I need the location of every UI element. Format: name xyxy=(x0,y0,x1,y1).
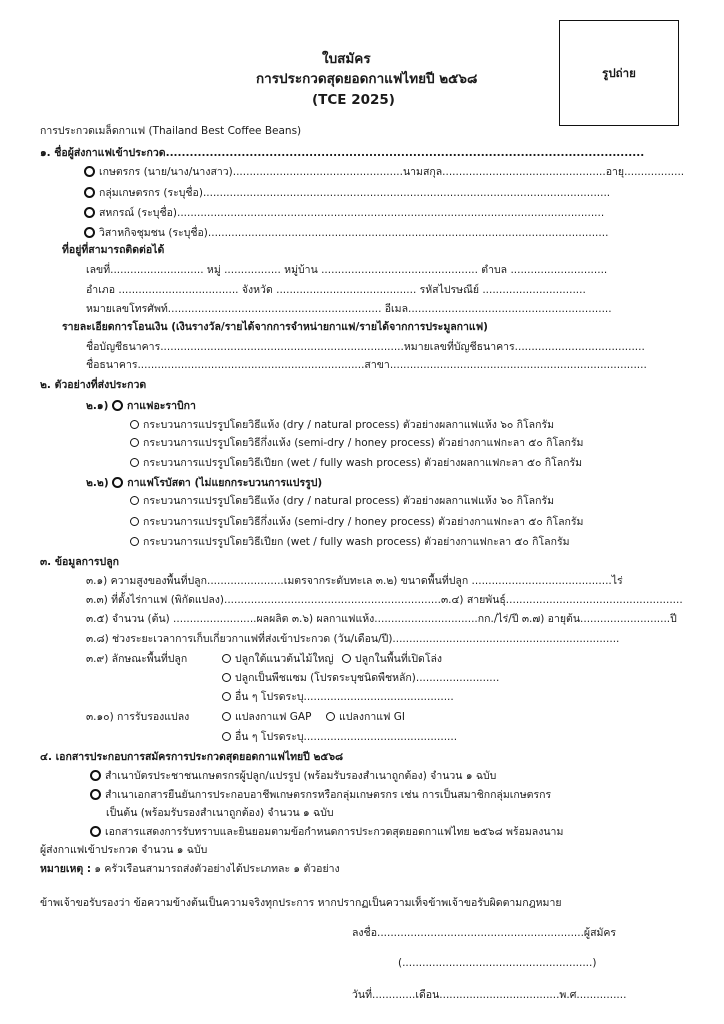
checkbox-icon[interactable] xyxy=(90,789,101,800)
arabica-process-honey[interactable]: กระบวนการแปรรูปโดยวิธีกึ่งแห้ง (semi-dry / honey process) ตัวอย่างกาแฟกะลา ๕๐ กิโลกรัม xyxy=(130,436,583,450)
address-line-2[interactable]: อำเภอ .................................... จังหวัด .......................................... รหัสไปรษณีย์ ............................... xyxy=(86,284,586,296)
farmer-option[interactable]: เกษตรกร (นาย/นาง/นางสาว)...................................................นามสกุล.................................................อายุ.................. xyxy=(84,165,684,179)
robusta-process-dry[interactable]: กระบวนการแปรรูปโดยวิธีแห้ง (dry / natural process) ตัวอย่างผลกาแฟแห้ง ๖๐ กิโลกรัม xyxy=(130,494,554,508)
radio-icon[interactable] xyxy=(222,654,231,663)
gi-option[interactable]: แปลงกาแฟ GI xyxy=(326,710,405,724)
doc-occupation[interactable]: สำเนาเอกสารยืนยันการประกอบอาชีพเกษตรกรหรือกลุ่มเกษตรกร เช่น การเป็นสมาชิกกลุ่มเกษตรกร xyxy=(90,788,551,802)
radio-icon[interactable] xyxy=(130,458,139,467)
arabica-option[interactable]: ๒.๑) กาแฟอะราบิกา xyxy=(86,400,196,412)
radio-icon[interactable] xyxy=(130,496,139,505)
radio-icon[interactable] xyxy=(130,537,139,546)
radio-icon[interactable] xyxy=(130,420,139,429)
radio-icon[interactable] xyxy=(112,477,123,488)
doc-consent[interactable]: เอกสารแสดงการรับทราบและยินยอมตามข้อกำหนดการประกวดสุดยอดกาแฟไทย ๒๕๖๘ พร้อมลงนาม xyxy=(90,825,563,839)
signature-date-line[interactable]: วันที่.............เดือน....................................พ.ศ............... xyxy=(352,989,627,1001)
bank-line-1[interactable]: ชื่อบัญชีธนาคาร.........................................................................หมายเลขที่บัญชีธนาคาร....................................... xyxy=(86,341,645,353)
photo-box[interactable] xyxy=(559,20,679,126)
s2-heading: ๒. ตัวอย่างที่ส่งประกวด xyxy=(40,379,147,391)
group-option[interactable]: กลุ่มเกษตรกร (ระบุชื่อ).......................................................................................................................... xyxy=(84,186,610,200)
s1-heading: ๑. ชื่อผู้ส่งกาแฟเข้าประกวด........................................................................................................................ xyxy=(40,147,645,159)
declaration: ข้าพเจ้าขอรับรองว่า ข้อความข้างต้นเป็นความจริงทุกประการ หากปรากฏเป็นความเท็จข้าพเจ้าขอรับผิดตามกฎหมาย xyxy=(40,897,562,909)
radio-icon[interactable] xyxy=(222,673,231,682)
signature-name-line[interactable]: (.........................................................) xyxy=(398,957,597,969)
radio-icon[interactable] xyxy=(222,732,231,741)
radio-icon[interactable] xyxy=(84,227,95,238)
form-title: ใบสมัคร xyxy=(322,51,371,67)
bank-heading: รายละเอียดการโอนเงิน (เงินรางวัล/รายได้จากการจำหน่ายกาแฟ/รายได้จากการประมูลกาแฟ) xyxy=(62,321,488,333)
radio-icon[interactable] xyxy=(130,517,139,526)
open-field-option[interactable]: ปลูกในพื้นที่เปิดโล่ง xyxy=(342,652,442,666)
note: หมายเหตุ : ๑ ครัวเรือนสามารถส่งตัวอย่างได้ประเภทละ ๑ ตัวอย่าง xyxy=(40,863,340,875)
radio-icon[interactable] xyxy=(84,187,95,198)
contact-line[interactable]: หมายเลขโทรศัพท์................................................................ อีเมล............................................................. xyxy=(86,303,612,315)
radio-icon[interactable] xyxy=(112,400,123,411)
arabica-process-wet[interactable]: กระบวนการแปรรูปโดยวิธีเปียก (wet / fully wash process) ตัวอย่างผลกาแฟกะลา ๕๐ กิโลกรัม xyxy=(130,456,582,470)
robusta-option[interactable]: ๒.๒) กาแฟโรบัสตา (ไม่แยกกระบวนการแปรรูป) xyxy=(86,477,323,489)
radio-icon[interactable] xyxy=(342,654,351,663)
checkbox-icon[interactable] xyxy=(90,826,101,837)
enterprise-option[interactable]: วิสาหกิจชุมชน (ระบุชื่อ)........................................................................................................................ xyxy=(84,226,608,240)
s3-heading: ๓. ข้อมูลการปลูก xyxy=(40,556,120,568)
address-heading: ที่อยู่ที่สามารถติดต่อได้ xyxy=(62,244,165,256)
radio-icon[interactable] xyxy=(222,712,231,721)
location-line[interactable]: ๓.๓) ที่ตั้งไร่กาแฟ (พิกัดแปลง).................................................................๓.๔) สายพันธุ์..................................................... xyxy=(86,594,683,606)
address-line-1[interactable]: เลขที่............................ หมู่ ................. หมู่บ้าน ............................................... ตำบล ............................. xyxy=(86,264,608,276)
altitude-line[interactable]: ๓.๑) ความสูงของพื้นที่ปลูก.......................เมตรจากระดับทะเล ๓.๒) ขนาดพื้นที่ปลูก ..........................................ไร่ xyxy=(86,575,623,587)
other-area-option[interactable]: อื่น ๆ โปรดระบุ............................................. xyxy=(222,690,454,704)
s4-heading: ๔. เอกสารประกอบการสมัครการประกวดสุดยอดกาแฟไทยปี ๒๕๖๘ xyxy=(40,751,344,763)
category-heading: การประกวดเมล็ดกาแฟ (Thailand Best Coffee Beans) xyxy=(40,125,302,137)
checkbox-icon[interactable] xyxy=(90,770,101,781)
doc-occupation-cont: เป็นต้น (พร้อมรับรองสำเนาถูกต้อง) จำนวน ๑ ฉบับ xyxy=(106,807,334,819)
doc-id-card[interactable]: สำเนาบัตรประชาชนเกษตรกรผู้ปลูก/แปรรูป (พร้อมรับรองสำเนาถูกต้อง) จำนวน ๑ ฉบับ xyxy=(90,769,496,783)
arabica-process-dry[interactable]: กระบวนการแปรรูปโดยวิธีแห้ง (dry / natural process) ตัวอย่างผลกาแฟแห้ง ๖๐ กิโลกรัม xyxy=(130,418,554,432)
planting-area-label: ๓.๙) ลักษณะพื้นที่ปลูก xyxy=(86,653,188,665)
radio-icon[interactable] xyxy=(84,207,95,218)
bank-line-2[interactable]: ชื่อธนาคาร....................................................................สาขา............................................................................. xyxy=(86,359,647,371)
signature-line[interactable]: ลงชื่อ..............................................................ผู้สมัคร xyxy=(352,927,617,939)
yield-line[interactable]: ๓.๕) จำนวน (ต้น) .........................ผลผลิต ๓.๖) ผลกาแฟแห้ง...............................กก./ไร่/ปี ๓.๗) อายุต้น...........................ปี xyxy=(86,613,677,625)
radio-icon[interactable] xyxy=(222,692,231,701)
harvest-line[interactable]: ๓.๘) ช่วงระยะเวลาการเก็บเกี่ยวกาแฟที่ส่งเข้าประกวด (วัน/เดือน/ปี).................................................................... xyxy=(86,633,620,645)
coop-option[interactable]: สหกรณ์ (ระบุชื่อ)................................................................................................................................ xyxy=(84,206,604,220)
shade-option[interactable]: ปลูกใต้แนวต้นไม้ใหญ่ xyxy=(222,652,333,666)
radio-icon[interactable] xyxy=(326,712,335,721)
contest-title: การประกวดสุดยอดกาแฟไทยปี ๒๕๖๘ xyxy=(256,71,478,87)
contest-subtitle: (TCE 2025) xyxy=(312,92,395,108)
radio-icon[interactable] xyxy=(84,166,95,177)
doc-consent-cont: ผู้ส่งกาแฟเข้าประกวด จำนวน ๑ ฉบับ xyxy=(40,844,208,856)
photo-label: รูปถ่าย xyxy=(602,66,636,80)
gap-option[interactable]: แปลงกาแฟ GAP xyxy=(222,710,311,724)
other-cert-option[interactable]: อื่น ๆ โปรดระบุ.............................................. xyxy=(222,730,457,744)
certification-label: ๓.๑๐) การรับรองแปลง xyxy=(86,711,190,723)
radio-icon[interactable] xyxy=(130,438,139,447)
robusta-process-honey[interactable]: กระบวนการแปรรูปโดยวิธีกึ่งแห้ง (semi-dry / honey process) ตัวอย่างกาแฟกะลา ๕๐ กิโลกรัม xyxy=(130,515,583,529)
intercrop-option[interactable]: ปลูกเป็นพืชแซม (โปรดระบุชนิดพืชหลัก)......................... xyxy=(222,671,499,685)
robusta-process-wet[interactable]: กระบวนการแปรรูปโดยวิธีเปียก (wet / fully wash process) ตัวอย่างกาแฟกะลา ๕๐ กิโลกรัม xyxy=(130,535,570,549)
